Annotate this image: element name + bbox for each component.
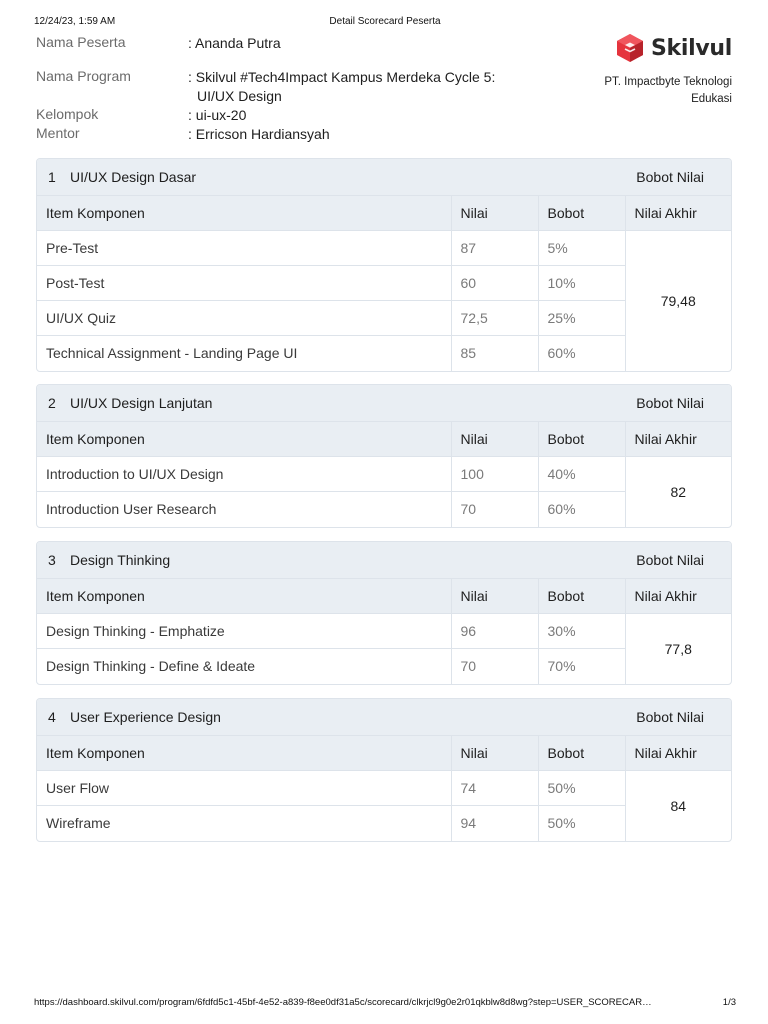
weight-section-label: Bobot Nilai — [636, 169, 704, 185]
print-footer — [34, 997, 736, 1011]
component-score: 72,5 — [451, 301, 538, 336]
table-header-row — [37, 579, 731, 614]
skilvul-logo-icon — [615, 33, 645, 63]
col-final: Nilai Akhir — [625, 579, 731, 614]
score-table — [37, 735, 731, 841]
component-weight: 50% — [538, 771, 625, 806]
section-user-experience-design — [36, 698, 732, 842]
section-design-thinking — [36, 541, 732, 685]
table-row — [37, 614, 731, 649]
table-row — [37, 771, 731, 806]
participant-label: Nama Peserta — [36, 34, 126, 50]
weight-section-label: Bobot Nilai — [636, 709, 704, 725]
section-ui-ux-design-dasar — [36, 158, 732, 372]
table-row — [37, 231, 731, 266]
section-number: 3 — [48, 552, 56, 568]
skilvul-logo — [615, 32, 732, 64]
weight-section-label: Bobot Nilai — [636, 552, 704, 568]
col-weight: Bobot — [538, 579, 625, 614]
mentor-value: : Erricson Hardiansyah — [188, 126, 330, 142]
table-header-row — [37, 422, 731, 457]
col-component: Item Komponen — [37, 579, 451, 614]
weight-section-label: Bobot Nilai — [636, 395, 704, 411]
col-weight: Bobot — [538, 422, 625, 457]
col-score: Nilai — [451, 422, 538, 457]
section-number: 1 — [48, 169, 56, 185]
component-name: Post-Test — [37, 266, 451, 301]
component-name: UI/UX Quiz — [37, 301, 451, 336]
section-header — [37, 385, 731, 421]
table-row — [37, 457, 731, 492]
company-name — [552, 74, 732, 108]
section-header — [37, 542, 731, 578]
col-weight: Bobot — [538, 736, 625, 771]
col-weight: Bobot — [538, 196, 625, 231]
print-title: Detail Scorecard Peserta — [329, 16, 441, 27]
component-name: Introduction User Research — [37, 492, 451, 527]
component-score: 94 — [451, 806, 538, 841]
component-name: Design Thinking - Define & Ideate — [37, 649, 451, 684]
component-weight: 60% — [538, 492, 625, 527]
section-ui-ux-design-lanjutan — [36, 384, 732, 528]
component-score: 70 — [451, 492, 538, 527]
component-score: 96 — [451, 614, 538, 649]
section-number: 4 — [48, 709, 56, 725]
component-score: 74 — [451, 771, 538, 806]
participant-value: : Ananda Putra — [188, 35, 281, 51]
program-value: : Skilvul #Tech4Impact Kampus Merdeka Cycle 5: UI/UX Design — [188, 69, 496, 104]
component-name: Wireframe — [37, 806, 451, 841]
component-name: Pre-Test — [37, 231, 451, 266]
company-line-2: Edukasi — [691, 93, 732, 105]
print-header — [34, 16, 736, 30]
col-component: Item Komponen — [37, 736, 451, 771]
score-table — [37, 195, 731, 371]
table-header-row — [37, 736, 731, 771]
component-weight: 60% — [538, 336, 625, 371]
section-title: User Experience Design — [70, 709, 221, 725]
component-name: Design Thinking - Emphatize — [37, 614, 451, 649]
component-weight: 50% — [538, 806, 625, 841]
company-line-1: PT. Impactbyte Teknologi — [604, 76, 732, 88]
section-header — [37, 159, 731, 195]
print-datetime: 12/24/23, 1:59 AM — [34, 16, 116, 27]
component-score: 87 — [451, 231, 538, 266]
final-score: 82 — [625, 457, 731, 527]
score-table — [37, 578, 731, 684]
program-label: Nama Program — [36, 68, 131, 84]
col-score: Nilai — [451, 196, 538, 231]
page-url: https://dashboard.skilvul.com/program/6fdfd5c1-45bf-4e52-a839-f8ee0df31a5c/scorecard/clkrjcl9g0e2r01qkblw8d8wg?step=USER_SCORECAR… — [34, 997, 652, 1008]
col-score: Nilai — [451, 736, 538, 771]
section-title: UI/UX Design Lanjutan — [70, 395, 213, 411]
mentor-label: Mentor — [36, 125, 80, 141]
logo-text: Skilvul — [650, 35, 732, 61]
component-weight: 30% — [538, 614, 625, 649]
final-score: 84 — [625, 771, 731, 841]
component-score: 60 — [451, 266, 538, 301]
group-value: : ui-ux-20 — [188, 107, 247, 123]
section-title: Design Thinking — [70, 552, 171, 568]
component-weight: 5% — [538, 231, 625, 266]
col-component: Item Komponen — [37, 422, 451, 457]
col-final: Nilai Akhir — [625, 422, 731, 457]
col-final: Nilai Akhir — [625, 196, 731, 231]
section-title: UI/UX Design Dasar — [70, 169, 197, 185]
component-name: Technical Assignment - Landing Page UI — [37, 336, 451, 371]
component-weight: 40% — [538, 457, 625, 492]
final-score: 79,48 — [625, 231, 731, 371]
section-number: 2 — [48, 395, 56, 411]
component-weight: 10% — [538, 266, 625, 301]
table-header-row — [37, 196, 731, 231]
component-name: Introduction to UI/UX Design — [37, 457, 451, 492]
section-header — [37, 699, 731, 735]
col-score: Nilai — [451, 579, 538, 614]
component-name: User Flow — [37, 771, 451, 806]
score-table — [37, 421, 731, 527]
component-weight: 70% — [538, 649, 625, 684]
final-score: 77,8 — [625, 614, 731, 684]
group-label: Kelompok — [36, 106, 99, 122]
page-number: 1/3 — [722, 997, 736, 1008]
component-score: 100 — [451, 457, 538, 492]
brand-block — [552, 32, 732, 108]
col-component: Item Komponen — [37, 196, 451, 231]
component-weight: 25% — [538, 301, 625, 336]
component-score: 85 — [451, 336, 538, 371]
col-final: Nilai Akhir — [625, 736, 731, 771]
component-score: 70 — [451, 649, 538, 684]
